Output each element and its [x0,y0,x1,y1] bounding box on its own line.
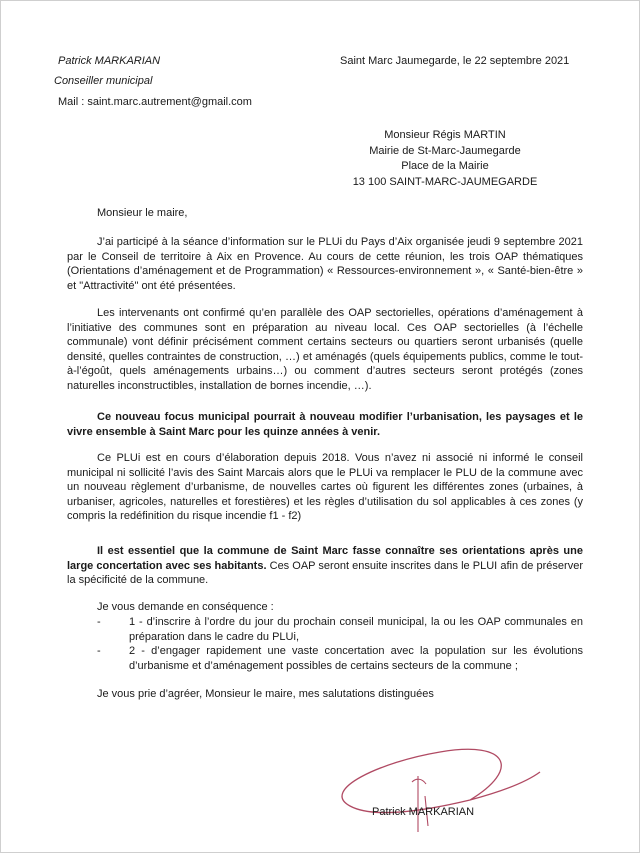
recipient-institution: Mairie de St-Marc-Jaumegarde [369,144,521,157]
list-item-text: 1 - d’inscrire à l’ordre du jour du prochain conseil municipal, la ou les OAP communales en préparation dans le cadre du PLUi, [129,616,583,643]
paragraph-1: J’ai participé à la séance d’information sur le PLUi du Pays d’Aix organisée jeudi 9 septembre 2021 par le Conseil de territoire à Aix en Provence. Au cours de cette réunion, les trois OAP thématiques (Orientations d’aménagement et de Programmation) « Ressources-environnement », « Santé-bien-être » et "Attractivité" ont été présentées. [67,236,583,292]
signature-name: Patrick MARKARIAN [372,806,475,818]
closing: Je vous prie d’agréer, Monsieur le maire, mes salutations distinguées [97,688,434,700]
list-dash: - [97,645,101,658]
recipient-name: Monsieur Régis MARTIN [384,129,506,141]
list-dash: - [97,616,101,628]
signature-initial-stroke [412,776,428,832]
sender-mail: Mail : saint.marc.autrement@gmail.com [58,96,252,108]
paragraph-5-rest: Ces OAP seront ensuite inscrites dans le PLUI afin de préserver la spécificité de la commune. [67,559,583,587]
paragraph-4: Ce PLUi est en cours d’élaboration depuis 2018. Vous n’avez ni associé ni informé le conseil municipal ni sollicité l’avis des Saint Marcais alors que le PLUi va remplacer le PLU de la commune avec un nouveau règlement d’urbanisme, de nouvelles cartes où figurent les différentes zones (urbaines, à urbaniser, agricoles, naturelles et forestières) et les règles d’utilisation du sol applicables à ces zones (y compris la redéfinition du risque incendie f1 - f2) [67,452,583,523]
recipient-city: 13 100 SAINT-MARC-JAUMEGARDE [352,175,538,188]
place-date: Saint Marc Jaumegarde, le 22 septembre 2021 [340,55,570,67]
list-item-text: 2 - d’engager rapidement une vaste concertation avec la population sur les évolutions d’urbanisme et d’aménagement possibles de certains secteurs de la commune ; [129,645,583,672]
sender-role: Conseiller municipal [54,75,153,87]
paragraph-5-bold: Il est essentiel que la commune de Saint Marc fasse connaître ses orientations après une large concertation avec ses habitants. [67,545,583,572]
signature-loop-stroke [342,749,540,812]
salutation: Monsieur le maire, [97,207,188,219]
paragraph-2: Les intervenants ont confirmé qu’en parallèle des OAP sectorielles, opérations d’aménagement à l’initiative des communes sont en préparation au niveau local. Ces OAP sectorielles (à l’échelle communale) vont définir précisément comment certains secteurs ou quartiers seront urbanisés (quelle densité, quelles contraintes de construction, …) et aménagés (quels équipements publics, comme le tout-à-l’égoût, quels aménagements urbains…) ou comment d’autres secteurs seront protégés (zones naturelles inconstructibles, installation de bornes incendie, …). [67,307,583,392]
paragraph-3: Ce nouveau focus municipal pourrait à nouveau modifier l’urbanisation, les paysages et le vivre ensemble à Saint Marc pour les quinze années à venir. [67,411,583,438]
request-intro: Je vous demande en conséquence : [97,601,274,613]
recipient-street: Place de la Mairie [401,160,489,172]
sender-name: Patrick MARKARIAN [58,55,161,67]
